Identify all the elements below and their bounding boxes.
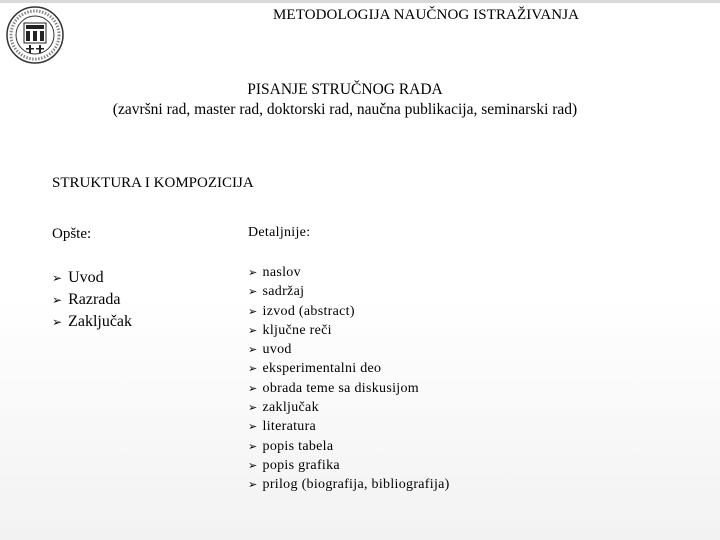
list-item: ➢ obrada teme sa diskusijom — [248, 379, 450, 398]
list-item: ➢ Zaključak — [52, 311, 132, 333]
list-item: ➢ prilog (biografija, bibliografija) — [248, 475, 450, 494]
university-seal-icon — [5, 5, 65, 65]
arrow-bullet-icon: ➢ — [52, 271, 63, 285]
arrow-bullet-icon: ➢ — [248, 266, 258, 279]
list-item: ➢ zaključak — [248, 398, 450, 417]
slide-title — [0, 80, 690, 120]
list-item: ➢ popis grafika — [248, 456, 450, 475]
list-item: ➢ naslov — [248, 263, 450, 282]
list-item: ➢ literatura — [248, 417, 450, 436]
arrow-bullet-icon: ➢ — [248, 381, 258, 395]
arrow-bullet-icon: ➢ — [52, 315, 63, 329]
arrow-bullet-icon: ➢ — [248, 401, 258, 415]
arrow-bullet-icon: ➢ — [248, 439, 258, 453]
list-item: ➢ Razrada — [52, 289, 132, 311]
list-item: ➢ ključne reči — [248, 321, 450, 340]
arrow-bullet-icon: ➢ — [248, 458, 258, 472]
arrow-bullet-icon: ➢ — [248, 285, 258, 299]
slide-title-subtitle: (završni rad, master rad, doktorski rad, naučna publikacija, seminarski rad) — [112, 101, 578, 118]
detailed-list — [248, 263, 450, 495]
list-item: ➢ popis tabela — [248, 437, 450, 456]
list-item: ➢ sadržaj — [248, 282, 450, 301]
arrow-bullet-icon: ➢ — [52, 293, 63, 307]
list-item: ➢ uvod — [248, 340, 450, 359]
arrow-bullet-icon: ➢ — [248, 362, 258, 376]
course-title: METODOLOGIJA NAUČNOG ISTRAŽIVANJA — [273, 7, 580, 23]
arrow-bullet-icon: ➢ — [248, 343, 258, 357]
arrow-bullet-icon: ➢ — [248, 304, 258, 318]
slide-title-main: PISANJE STRUČNOG RADA — [247, 81, 443, 98]
arrow-bullet-icon: ➢ — [248, 478, 258, 492]
arrow-bullet-icon: ➢ — [248, 323, 258, 337]
list-item: ➢ Uvod — [52, 267, 132, 289]
general-list — [52, 267, 132, 333]
detailed-heading: Detaljnije: — [248, 225, 311, 240]
top-divider — [0, 0, 720, 3]
section-heading: STRUKTURA I KOMPOZICIJA — [52, 175, 254, 191]
arrow-bullet-icon: ➢ — [248, 420, 258, 434]
list-item: ➢ izvod (abstract) — [248, 302, 450, 321]
list-item: ➢ eksperimentalni deo — [248, 359, 450, 378]
general-heading: Opšte: — [52, 226, 92, 242]
